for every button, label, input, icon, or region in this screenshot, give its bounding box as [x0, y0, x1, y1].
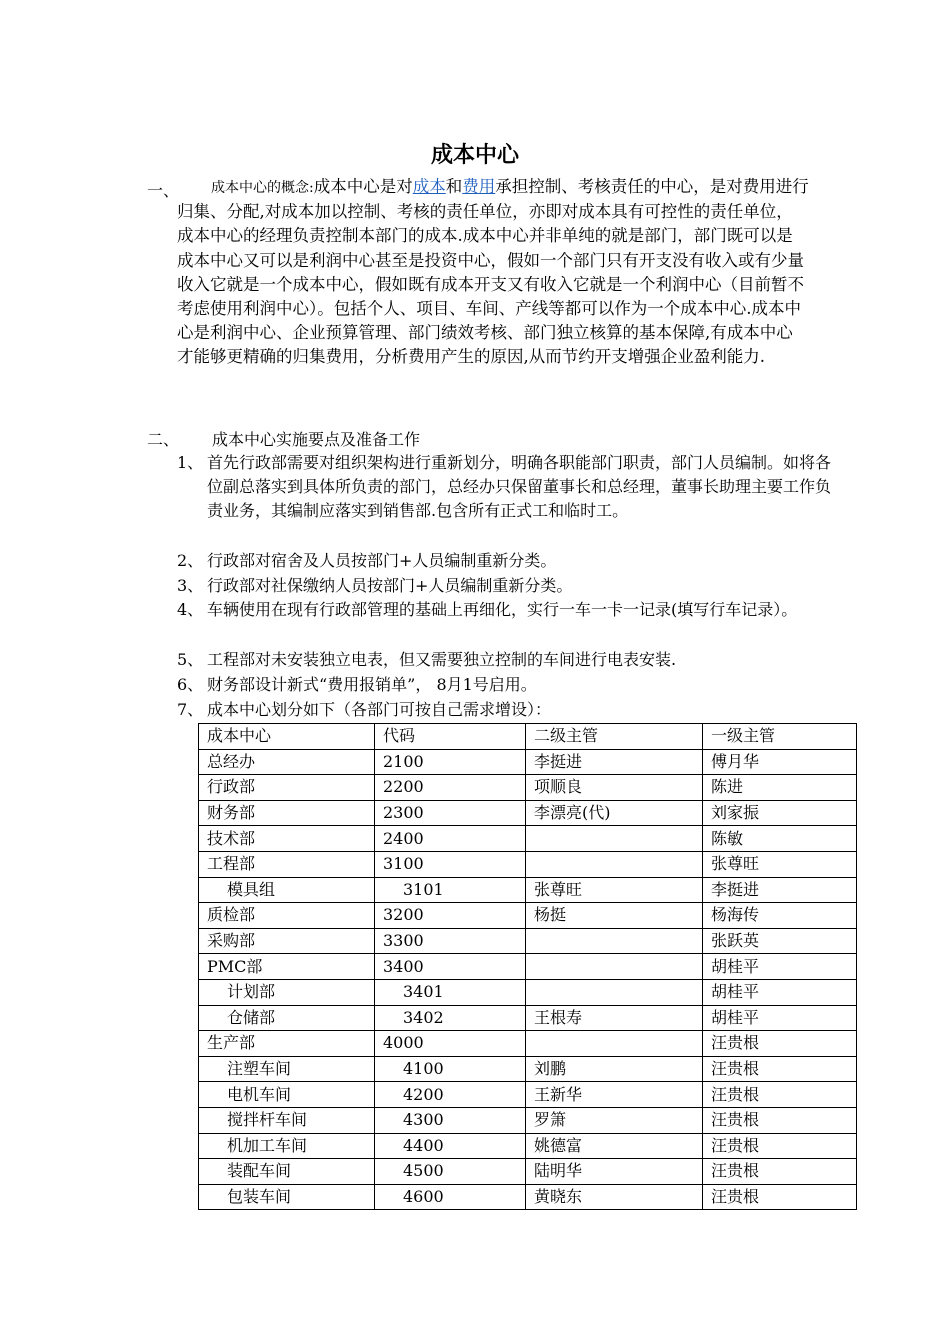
table-cell: 装配车间	[199, 1159, 375, 1185]
table-cell: 汪贵根	[703, 1133, 857, 1159]
table-cell: 姚德富	[526, 1133, 703, 1159]
table-cell: 2400	[375, 826, 526, 852]
table-cell: 注塑车间	[199, 1056, 375, 1082]
table-cell: 总经办	[199, 749, 375, 775]
table-cell: PMC部	[199, 954, 375, 980]
table-cell: 陈敏	[703, 826, 857, 852]
table-cell: 模具组	[199, 877, 375, 903]
table-cell: 李漂亮(代)	[526, 800, 703, 826]
table-row	[199, 1056, 857, 1082]
section1-post: 承担控制、考核责任的中心，是对费用进行归集、分配,对成本加以控制、考核的责任单位，亦即对成本具有可控性的责任单位，成本中心的经理负责控制本部门的成本.成本中心并非单纯的就是部门，部门既可以是成本中心又可以是利润中心甚至是投资中心，假如一个部门只有开支没有收入或有少量收入它就是一个成本中心，假如既有成本开支又有收入它就是一个利润中心（目前暂不考虑使用利润中心）。包括个人、项目、车间、产线等都可以作为一个成本中心.成本中心是利润中心、企业预算管理、部门绩效考核、部门独立核算的基本保障,有成本中心才能够更精确的归集费用，分析费用产生的原因,从而节约开支增强企业盈利能力.	[177, 177, 809, 367]
table-cell: 王新华	[526, 1082, 703, 1108]
list-item-number: 3、	[177, 576, 204, 595]
table-row	[199, 1107, 857, 1133]
list-item-number: 4、	[177, 600, 204, 619]
table-cell: 4600	[375, 1184, 526, 1210]
section2-number: 二、	[147, 430, 180, 449]
table-cell	[526, 1031, 703, 1057]
table-cell: 刘家振	[703, 800, 857, 826]
table-header-row	[199, 724, 857, 750]
table-cell: 张尊旺	[526, 877, 703, 903]
table-header-cell: 一级主管	[703, 724, 857, 750]
table-cell: 质检部	[199, 903, 375, 929]
table-cell: 胡桂平	[703, 1005, 857, 1031]
table-cell: 电机车间	[199, 1082, 375, 1108]
table-cell: 罗箫	[526, 1107, 703, 1133]
cost-link[interactable]: 成本	[412, 177, 446, 196]
table-header-cell: 成本中心	[199, 724, 375, 750]
table-cell: 3402	[375, 1005, 526, 1031]
table-cell: 杨海传	[703, 903, 857, 929]
table-cell: 3101	[375, 877, 526, 903]
table-cell: 杨挺	[526, 903, 703, 929]
table-cell: 4200	[375, 1082, 526, 1108]
list-item-text: 行政部对社保缴纳人员按部门+人员编制重新分类。	[207, 576, 573, 595]
table-row	[199, 877, 857, 903]
table-cell: 汪贵根	[703, 1107, 857, 1133]
table-cell: 生产部	[199, 1031, 375, 1057]
table-cell: 仓储部	[199, 1005, 375, 1031]
table-cell: 汪贵根	[703, 1031, 857, 1057]
table-cell: 陈进	[703, 775, 857, 801]
table-cell: 陆明华	[526, 1159, 703, 1185]
list-item-text: 工程部对未安装独立电表，但又需要独立控制的车间进行电表安装.	[207, 650, 677, 669]
list-item-number: 2、	[177, 551, 204, 570]
cost-center-table	[198, 723, 857, 1210]
table-cell: 财务部	[199, 800, 375, 826]
table-cell: 工程部	[199, 851, 375, 877]
table-row	[199, 979, 857, 1005]
table-row	[199, 1184, 857, 1210]
table-cell: 汪贵根	[703, 1056, 857, 1082]
table-cell: 3300	[375, 928, 526, 954]
section1-pre: 成本中心是对	[313, 177, 413, 196]
table-row	[199, 954, 857, 980]
table-cell: 3100	[375, 851, 526, 877]
list-item-text: 行政部对宿舍及人员按部门+人员编制重新分类。	[207, 551, 557, 570]
table-cell: 项顺良	[526, 775, 703, 801]
list-item-number: 1、	[177, 453, 204, 472]
table-cell: 2200	[375, 775, 526, 801]
table-cell: 张跃英	[703, 928, 857, 954]
table-header-cell: 二级主管	[526, 724, 703, 750]
table-row	[199, 928, 857, 954]
table-row	[199, 903, 857, 929]
table-cell	[526, 851, 703, 877]
table-cell: 2100	[375, 749, 526, 775]
table-cell: 刘鹏	[526, 1056, 703, 1082]
table-cell: 汪贵根	[703, 1082, 857, 1108]
table-row	[199, 1005, 857, 1031]
table-cell: 4500	[375, 1159, 526, 1185]
table-cell: 4400	[375, 1133, 526, 1159]
table-header-cell: 代码	[375, 724, 526, 750]
table-cell	[526, 928, 703, 954]
table-row	[199, 1082, 857, 1108]
list-item-number: 7、	[177, 700, 204, 719]
table-cell	[526, 826, 703, 852]
table-cell: 行政部	[199, 775, 375, 801]
list-item-text: 成本中心划分如下（各部门可按自己需求增设）：	[207, 700, 552, 719]
table-row	[199, 1159, 857, 1185]
expense-link[interactable]: 费用	[462, 177, 496, 196]
table-cell: 王根寿	[526, 1005, 703, 1031]
table-cell: 3401	[375, 979, 526, 1005]
table-cell: 汪贵根	[703, 1159, 857, 1185]
table-cell: 胡桂平	[703, 954, 857, 980]
table-cell: 4100	[375, 1056, 526, 1082]
table-cell: 技术部	[199, 826, 375, 852]
section1-lead: 成本中心的概念:	[211, 180, 314, 196]
table-cell: 2300	[375, 800, 526, 826]
section2-title: 成本中心实施要点及准备工作	[212, 430, 421, 449]
section1-number: 一、	[147, 181, 180, 200]
list-item-number: 5、	[177, 650, 204, 669]
table-cell: 4000	[375, 1031, 526, 1057]
section1-paragraph	[177, 175, 809, 370]
section1-mid: 和	[445, 177, 463, 196]
table-cell: 搅拌杆车间	[199, 1107, 375, 1133]
table-cell: 李挺进	[703, 877, 857, 903]
table-cell: 3200	[375, 903, 526, 929]
table-row	[199, 749, 857, 775]
table-cell: 3400	[375, 954, 526, 980]
table-cell: 傅月华	[703, 749, 857, 775]
table-row	[199, 775, 857, 801]
table-cell: 采购部	[199, 928, 375, 954]
list-item-text: 车辆使用在现有行政部管理的基础上再细化，实行一车一卡一记录(填写行车记录）。	[207, 600, 798, 619]
table-cell: 胡桂平	[703, 979, 857, 1005]
table-cell	[526, 979, 703, 1005]
table-cell: 黄晓东	[526, 1184, 703, 1210]
table-cell	[526, 954, 703, 980]
table-cell: 张尊旺	[703, 851, 857, 877]
table-cell: 李挺进	[526, 749, 703, 775]
table-cell: 机加工车间	[199, 1133, 375, 1159]
table-cell: 4300	[375, 1107, 526, 1133]
table-row	[199, 1133, 857, 1159]
table-cell: 汪贵根	[703, 1184, 857, 1210]
page-title: 成本中心	[430, 143, 519, 168]
table-row	[199, 1031, 857, 1057]
table-row	[199, 800, 857, 826]
table-row	[199, 851, 857, 877]
table-row	[199, 826, 857, 852]
list-item-text: 财务部设计新式“费用报销单”， 8月1号启用。	[207, 675, 537, 694]
list-item-text: 首先行政部需要对组织架构进行重新划分，明确各职能部门职责，部门人员编制。如将各位副总落实到具体所负责的部门，总经办只保留董事长和总经理，董事长助理主要工作负责业务，其编制应落实到销售部.包含所有正式工和临时工。	[207, 453, 832, 521]
table-cell: 计划部	[199, 979, 375, 1005]
table-cell: 包装车间	[199, 1184, 375, 1210]
list-item-number: 6、	[177, 675, 204, 694]
